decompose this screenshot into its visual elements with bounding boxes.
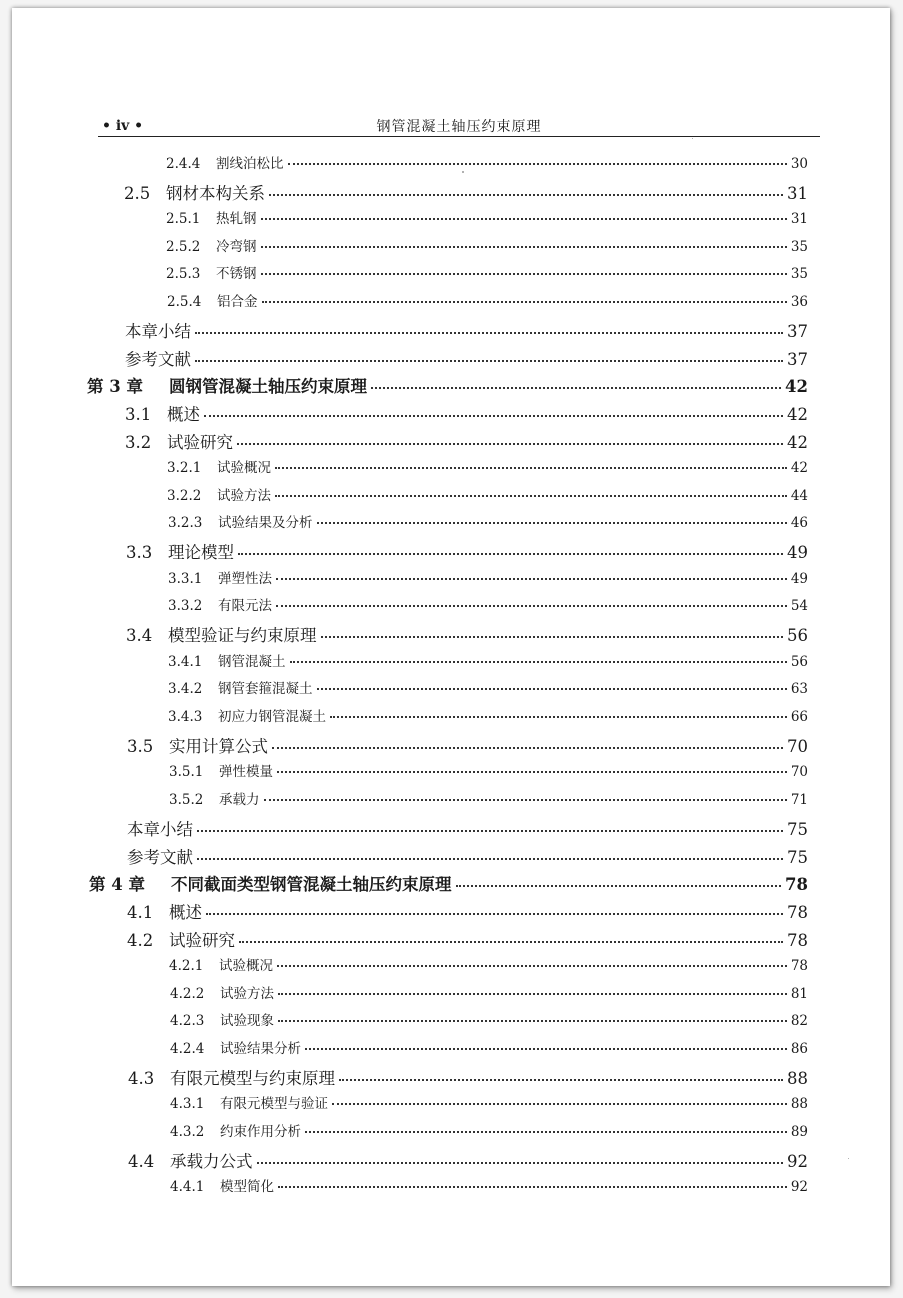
toc-page-number: 31 [787, 184, 808, 203]
toc-section-entry [127, 844, 808, 868]
toc-page-number: 71 [790, 792, 808, 808]
toc-page-number: 78 [785, 875, 808, 894]
toc-subsection-entry [168, 511, 808, 531]
dot-leader [339, 1078, 783, 1081]
dot-leader [257, 1161, 784, 1164]
dot-leader [237, 442, 783, 445]
toc-subsection-entry [169, 760, 808, 780]
toc-title: 不同截面类型钢管混凝土轴压约束原理 [171, 875, 452, 894]
toc-page-number: 78 [787, 903, 808, 922]
dot-leader [261, 245, 787, 248]
toc-section-entry [125, 429, 808, 453]
toc-number: 3.4 [126, 626, 153, 645]
toc-page-number: 42 [790, 460, 808, 476]
dot-leader [317, 521, 787, 524]
toc-page-number: 42 [787, 433, 808, 452]
toc-subsection-entry [170, 1009, 808, 1029]
toc-page-number: 63 [790, 681, 808, 697]
dot-leader [332, 1102, 787, 1105]
toc-page-number: 49 [790, 571, 808, 587]
toc-page-number: 86 [790, 1041, 808, 1057]
toc-number: 2.5.2 [166, 239, 201, 255]
toc-number: 4.2.2 [170, 986, 205, 1002]
toc-number: 3.3 [126, 543, 153, 562]
toc-title: 试验概况 [217, 460, 271, 476]
toc-number: 第 4 章 [89, 875, 145, 894]
toc-number: 3.3.1 [168, 571, 203, 587]
dot-leader [195, 331, 783, 334]
toc-title: 承载力 [219, 792, 260, 808]
toc-number: 3.5.2 [169, 792, 204, 808]
scan-speck [848, 1158, 849, 1159]
toc-title: 参考文献 [125, 350, 191, 369]
toc-title: 割线泊松比 [216, 156, 284, 172]
toc-title: 不锈钢 [216, 266, 257, 282]
dot-leader [238, 552, 783, 555]
toc-page-number: 89 [790, 1124, 808, 1140]
toc-number: 3.4.2 [168, 681, 203, 697]
toc-title: 参考文献 [127, 848, 193, 867]
toc-title: 有限元法 [218, 598, 272, 614]
toc-number: 4.1 [127, 903, 154, 922]
dot-leader [261, 272, 787, 275]
toc-title: 试验现象 [220, 1013, 274, 1029]
dot-leader [204, 414, 783, 417]
toc-page-number: 31 [790, 211, 808, 227]
toc-number: 2.5 [124, 184, 151, 203]
toc-page-number: 92 [787, 1152, 808, 1171]
toc-section-entry [125, 318, 808, 342]
dot-leader [276, 604, 787, 607]
toc-section-entry [126, 622, 808, 646]
toc-subsection-entry [170, 982, 808, 1002]
toc-section-entry [124, 180, 808, 204]
toc-page-number: 42 [787, 405, 808, 424]
toc-subsection-entry [168, 567, 808, 587]
toc-title: 试验方法 [217, 488, 271, 504]
toc-page-number: 56 [790, 654, 808, 670]
toc-page-number: 44 [790, 488, 808, 504]
dot-leader [261, 217, 787, 220]
toc-subsection-entry [167, 484, 808, 504]
toc-page-number: 81 [790, 986, 808, 1002]
dot-leader [276, 577, 787, 580]
toc-number: 3.2 [125, 433, 152, 452]
toc-title: 弹塑性法 [218, 571, 272, 587]
dot-leader [272, 746, 783, 749]
toc-subsection-entry [166, 207, 808, 227]
toc-subsection-entry [169, 788, 808, 808]
scan-speck [692, 138, 693, 139]
toc-subsection-entry [166, 262, 808, 282]
toc-section-entry [125, 346, 808, 370]
dot-leader [262, 300, 787, 303]
toc-page-number: 78 [790, 958, 808, 974]
toc-number: 4.3 [128, 1069, 155, 1088]
dot-leader [317, 687, 787, 690]
toc-number: 3.3.2 [168, 598, 203, 614]
dot-leader [321, 635, 784, 638]
toc-title: 试验方法 [220, 986, 274, 1002]
toc-title: 概述 [169, 903, 202, 922]
toc-title: 初应力钢管混凝土 [218, 709, 326, 725]
dot-leader [305, 1047, 787, 1050]
dot-leader [330, 715, 787, 718]
toc-section-entry [126, 539, 808, 563]
toc-section-entry [125, 401, 808, 425]
toc-number: 3.5.1 [169, 764, 204, 780]
toc-subsection-entry [166, 235, 808, 255]
toc-title: 概述 [167, 405, 200, 424]
toc-page-number: 35 [790, 266, 808, 282]
scanned-page [12, 8, 890, 1286]
toc-number: 4.2.4 [170, 1041, 205, 1057]
toc-number: 4.4 [128, 1152, 155, 1171]
toc-page-number: 92 [790, 1179, 808, 1195]
toc-subsection-entry [170, 1120, 808, 1140]
toc-title: 热轧钢 [216, 211, 257, 227]
dot-leader [278, 992, 787, 995]
toc-page-number: 49 [787, 543, 808, 562]
toc-title: 实用计算公式 [169, 737, 268, 756]
toc-section-entry [127, 816, 808, 840]
toc-section-entry [127, 899, 808, 923]
toc-number: 第 3 章 [87, 377, 143, 396]
toc-subsection-entry [167, 290, 808, 310]
toc-subsection-entry [168, 650, 808, 670]
dot-leader [197, 829, 783, 832]
toc-page-number: 46 [790, 515, 808, 531]
toc-page-number: 37 [787, 350, 808, 369]
toc-title: 钢材本构关系 [166, 184, 265, 203]
toc-title: 冷弯钢 [216, 239, 257, 255]
toc-page-number: 35 [790, 239, 808, 255]
toc-number: 4.3.1 [170, 1096, 205, 1112]
toc-subsection-entry [168, 594, 808, 614]
toc-page-number: 70 [790, 764, 808, 780]
toc-page-number: 70 [787, 737, 808, 756]
toc-title: 圆钢管混凝土轴压约束原理 [169, 377, 367, 396]
running-header [98, 112, 820, 137]
toc-number: 2.5.1 [166, 211, 201, 227]
toc-page-number: 56 [787, 626, 808, 645]
toc-number: 2.5.4 [167, 294, 202, 310]
toc-number: 4.4.1 [170, 1179, 205, 1195]
toc-page-number: 66 [790, 709, 808, 725]
toc-chapter-entry [89, 871, 808, 895]
toc-number: 3.2.3 [168, 515, 203, 531]
toc-subsection-entry [167, 456, 808, 476]
toc-title: 试验研究 [169, 931, 235, 950]
running-title: 钢管混凝土轴压约束原理 [376, 119, 542, 135]
toc-title: 试验概况 [219, 958, 273, 974]
toc-title: 铝合金 [217, 294, 258, 310]
dot-leader [206, 912, 783, 915]
toc-page-number: 88 [790, 1096, 808, 1112]
toc-title: 约束作用分析 [220, 1124, 301, 1140]
toc-section-entry [127, 733, 808, 757]
toc-title: 模型简化 [220, 1179, 274, 1195]
dot-leader [264, 798, 787, 801]
toc-number: 3.4.3 [168, 709, 203, 725]
toc-page-number: 75 [787, 848, 808, 867]
dot-leader [456, 884, 782, 887]
toc-title: 钢管套箍混凝土 [218, 681, 313, 697]
dot-leader [195, 359, 783, 362]
dot-leader [239, 940, 783, 943]
toc-number: 4.2 [127, 931, 154, 950]
dot-leader [278, 1019, 787, 1022]
dot-leader [305, 1130, 787, 1133]
toc-chapter-entry [87, 373, 808, 397]
toc-number: 3.2.2 [167, 488, 202, 504]
toc-title: 承载力公式 [170, 1152, 253, 1171]
toc-subsection-entry [170, 1092, 808, 1112]
toc-title: 本章小结 [125, 322, 191, 341]
toc-page-number: 75 [787, 820, 808, 839]
dot-leader [278, 1185, 787, 1188]
dot-leader [371, 386, 781, 389]
toc-page-number: 78 [787, 931, 808, 950]
toc-subsection-entry [166, 152, 808, 172]
dot-leader [288, 162, 787, 165]
toc-title: 模型验证与约束原理 [168, 626, 317, 645]
toc-title: 理论模型 [168, 543, 234, 562]
toc-number: 3.5 [127, 737, 154, 756]
toc-subsection-entry [169, 954, 808, 974]
dot-leader [197, 857, 783, 860]
toc-title: 试验结果及分析 [218, 515, 313, 531]
toc-title: 有限元模型与约束原理 [170, 1069, 335, 1088]
toc-section-entry [127, 927, 808, 951]
toc-number: 2.4.4 [166, 156, 201, 172]
dot-leader [277, 964, 787, 967]
toc-page-number: 42 [785, 377, 808, 396]
toc-section-entry [128, 1148, 808, 1172]
toc-number: 2.5.3 [166, 266, 201, 282]
toc-number: 4.3.2 [170, 1124, 205, 1140]
toc-page-number: 36 [790, 294, 808, 310]
dot-leader [290, 660, 787, 663]
toc-title: 钢管混凝土 [218, 654, 286, 670]
toc-title: 有限元模型与验证 [220, 1096, 328, 1112]
toc-subsection-entry [168, 705, 808, 725]
toc-section-entry [128, 1065, 808, 1089]
toc-page-number: 54 [790, 598, 808, 614]
toc-page-number: 88 [787, 1069, 808, 1088]
toc-title: 本章小结 [127, 820, 193, 839]
toc-title: 试验研究 [167, 433, 233, 452]
toc-subsection-entry [170, 1037, 808, 1057]
toc-number: 3.1 [125, 405, 152, 424]
toc-page-number: 37 [787, 322, 808, 341]
toc-number: 4.2.3 [170, 1013, 205, 1029]
toc-subsection-entry [170, 1175, 808, 1195]
toc-number: 3.4.1 [168, 654, 203, 670]
toc-subsection-entry [168, 677, 808, 697]
toc-number: 3.2.1 [167, 460, 202, 476]
toc-page-number: 30 [790, 156, 808, 172]
dot-leader [269, 193, 783, 196]
toc-title: 试验结果分析 [220, 1041, 301, 1057]
dot-leader [275, 466, 787, 469]
scan-speck [462, 171, 464, 173]
toc-title: 弹性模量 [219, 764, 273, 780]
dot-leader [275, 494, 787, 497]
page-number: • iv • [102, 118, 144, 134]
toc-number: 4.2.1 [169, 958, 204, 974]
toc-page-number: 82 [790, 1013, 808, 1029]
dot-leader [277, 770, 787, 773]
